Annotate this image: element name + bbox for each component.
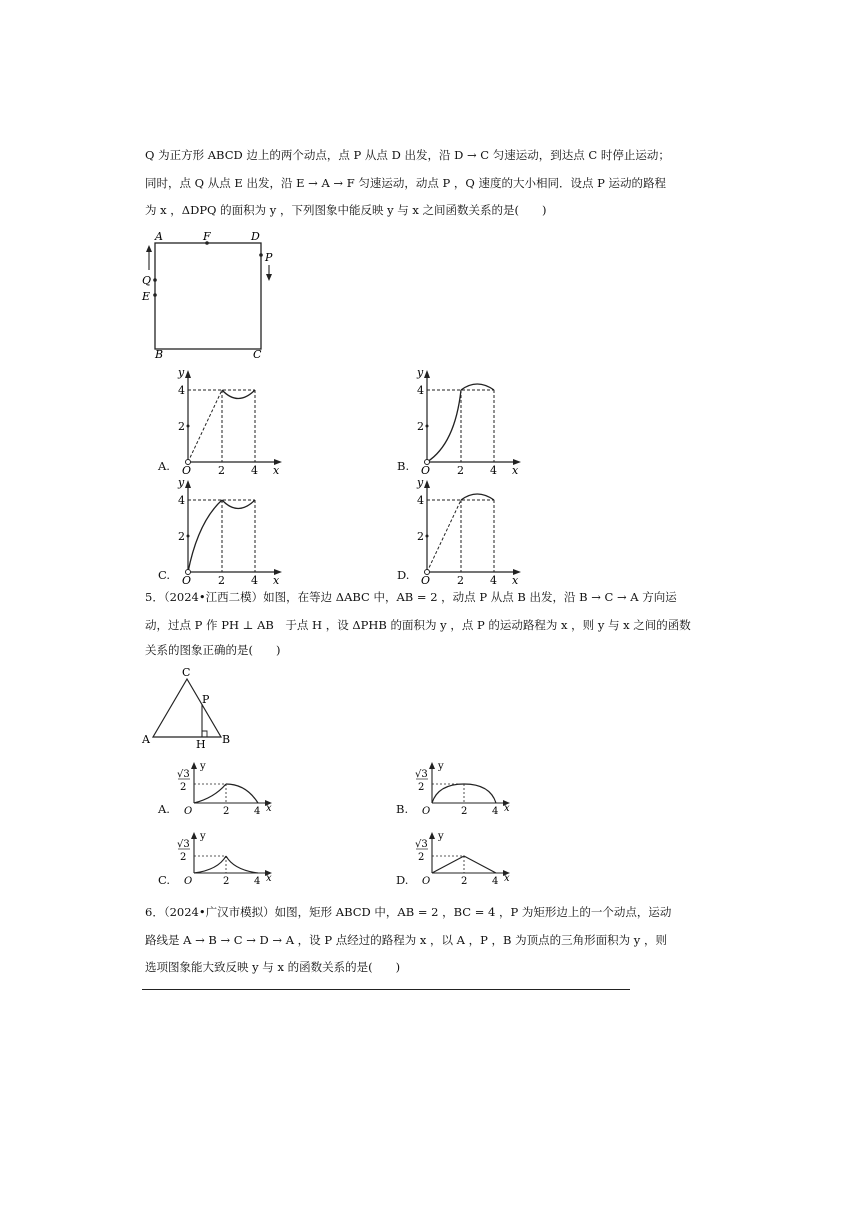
square-figure <box>135 225 285 365</box>
q5-option-c-label[interactable]: C. <box>158 873 171 887</box>
q4-option-c-label[interactable]: C. <box>158 568 171 582</box>
square-label-e: E <box>142 290 151 303</box>
axis-y-label: y <box>200 761 206 772</box>
axis-x-label: x <box>273 464 280 477</box>
q4-option-d-graph <box>389 472 539 587</box>
square-label-p: P <box>265 251 273 264</box>
tick-x-2: 2 <box>457 464 464 477</box>
triangle-label-c: C <box>182 666 191 679</box>
q4-option-a-label[interactable]: A. <box>158 459 170 473</box>
tick-y-2: 2 <box>178 420 185 433</box>
q5-option-a-graph <box>170 758 290 818</box>
q5-text-line-3: 关系的图象正确的是( ) <box>145 643 281 657</box>
axis-y-label: y <box>438 831 444 842</box>
q5-option-d-label[interactable]: D. <box>396 873 409 887</box>
triangle-label-a: A <box>142 733 150 746</box>
q6-text-line-2: 路线是 A → B → C → D → A ，设 P 点经过的路程为 x ，以 A ，P ，B 为顶点的三角形面积为 y ，则 <box>145 933 667 947</box>
axis-x-label: x <box>266 803 272 814</box>
tick-y-sqrt3: √3 <box>415 769 428 780</box>
tick-x-2: 2 <box>218 574 225 587</box>
q4-text-line-2: 同时，点 Q 从点 E 出发，沿 E → A → F 匀速运动，动点 P ，Q 速度的大小相同．设点 P 运动的路程 <box>145 176 667 190</box>
origin-label: O <box>182 574 192 587</box>
q4-option-c-graph <box>150 472 300 587</box>
tick-y-4: 4 <box>178 384 185 397</box>
q5-option-b-graph <box>408 758 528 818</box>
axis-y-label: y <box>200 831 206 842</box>
q6-text-line-1: 6．（2024•广汉市模拟）如图，矩形 ABCD 中，AB = 2 ，BC = 4 ，P 为矩形边上的一个动点，运动 <box>145 905 672 919</box>
tick-y-2: 2 <box>180 852 187 863</box>
q4-option-d-label[interactable]: D. <box>397 568 410 582</box>
tick-x-4: 4 <box>251 574 258 587</box>
tick-y-sqrt3: √3 <box>177 769 190 780</box>
tick-x-4: 4 <box>251 464 258 477</box>
tick-x-2: 2 <box>218 464 225 477</box>
axis-x-label: x <box>512 464 519 477</box>
q5-option-a-label[interactable]: A. <box>158 802 170 816</box>
origin-label: O <box>422 806 431 817</box>
square-label-a: A <box>155 230 163 243</box>
tick-y-2: 2 <box>418 852 425 863</box>
q6-text-line-3: 选项图象能大致反映 y 与 x 的函数关系的是( ) <box>145 960 401 974</box>
tick-x-4: 4 <box>490 464 497 477</box>
triangle-label-p: P <box>202 693 210 706</box>
square-label-q: Q <box>142 274 152 287</box>
tick-y-sqrt3: √3 <box>415 839 428 850</box>
square-label-b: B <box>155 348 164 361</box>
axis-y-label: y <box>417 366 424 379</box>
tick-x-4: 4 <box>254 806 261 817</box>
origin-label: O <box>184 876 193 887</box>
axis-y-label: y <box>417 476 424 489</box>
triangle-label-h: H <box>196 738 206 750</box>
tick-y-2: 2 <box>417 420 424 433</box>
tick-x-4: 4 <box>492 876 499 887</box>
tick-y-2: 2 <box>417 530 424 543</box>
tick-y-4: 4 <box>178 494 185 507</box>
tick-y-4: 4 <box>417 494 424 507</box>
tick-x-2: 2 <box>461 876 468 887</box>
tick-y-2: 2 <box>418 782 425 793</box>
square-label-c: C <box>253 348 262 361</box>
q5-text-line-2: 动，过点 P 作 PH ⊥ AB 于点 H ，设 ΔPHB 的面积为 y ，点 P 的运动路程为 x ，则 y 与 x 之间的函数 <box>145 618 691 632</box>
q4-option-b-graph <box>389 362 539 477</box>
q5-option-c-graph <box>170 828 290 888</box>
q4-option-b-label[interactable]: B. <box>397 459 410 473</box>
tick-x-2: 2 <box>223 876 230 887</box>
axis-x-label: x <box>273 574 280 587</box>
origin-label: O <box>421 574 431 587</box>
q5-text-line-1: 5．（2024•江西二模）如图，在等边 ΔABC 中，AB = 2 ，动点 P 从点 B 出发，沿 B → C → A 方向运 <box>145 590 677 604</box>
q4-option-a-graph <box>150 362 300 477</box>
triangle-figure <box>138 664 248 750</box>
axis-x-label: x <box>504 873 510 884</box>
triangle-label-b: B <box>222 733 231 746</box>
axis-y-label: y <box>178 366 185 379</box>
tick-y-2: 2 <box>178 530 185 543</box>
q5-option-b-label[interactable]: B. <box>396 802 409 816</box>
tick-x-4: 4 <box>492 806 499 817</box>
origin-label: O <box>184 806 193 817</box>
square-label-f: F <box>203 230 211 243</box>
square-label-d: D <box>251 230 260 243</box>
origin-label: O <box>421 464 431 477</box>
tick-x-2: 2 <box>461 806 468 817</box>
tick-x-2: 2 <box>457 574 464 587</box>
q4-text-line-3: 为 x ，ΔDPQ 的面积为 y ，下列图象中能反映 y 与 x 之间函数关系的是( ) <box>145 203 547 217</box>
tick-y-sqrt3: √3 <box>177 839 190 850</box>
axis-x-label: x <box>512 574 519 587</box>
tick-x-4: 4 <box>490 574 497 587</box>
origin-label: O <box>182 464 192 477</box>
q4-text-line-1: Q 为正方形 ABCD 边上的两个动点，点 P 从点 D 出发，沿 D → C 匀速运动，到达点 C 时停止运动； <box>145 148 670 162</box>
tick-x-4: 4 <box>254 876 261 887</box>
footer-divider <box>142 989 630 990</box>
tick-y-2: 2 <box>180 782 187 793</box>
origin-label: O <box>422 876 431 887</box>
axis-y-label: y <box>438 761 444 772</box>
q5-option-d-graph <box>408 828 528 888</box>
axis-x-label: x <box>266 873 272 884</box>
tick-y-4: 4 <box>417 384 424 397</box>
tick-x-2: 2 <box>223 806 230 817</box>
axis-y-label: y <box>178 476 185 489</box>
axis-x-label: x <box>504 803 510 814</box>
